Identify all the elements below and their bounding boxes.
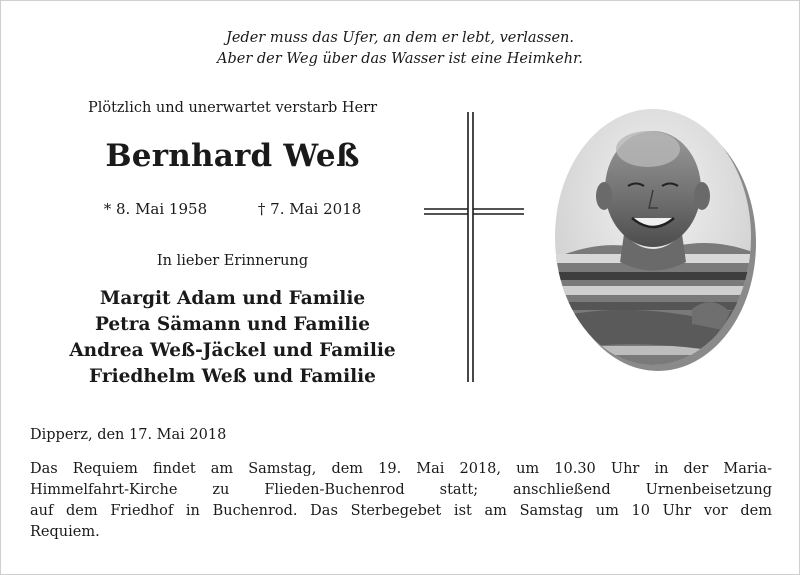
deceased-name: Bernhard Weß [105,138,360,174]
requiem-notice [30,459,772,543]
memorial-quote [180,28,620,70]
life-dates [40,200,425,218]
cross-icon [420,112,530,382]
quote-line-1: Jeder muss das Ufer, an dem er lebt, verlassen. [226,30,574,46]
requiem-line: Das Requiem findet am Samstag, dem 19. Mai 2018, um 10.30 Uhr in der Maria- [30,461,772,477]
mourner-item: Andrea Weß-Jäckel und Familie [69,340,396,361]
requiem-line: Himmelfahrt-Kirche zu Flieden-Buchenrod statt; anschließend Urnenbeisetzung [30,482,772,498]
quote-line-2: Aber der Weg über das Wasser ist eine Heimkehr. [216,51,583,67]
mourners-list [40,286,425,390]
requiem-line: auf dem Friedhof in Buchenrod. Das Sterbegebet ist am Samstag um 10 Uhr vor dem [30,503,772,519]
place-and-date: Dipperz, den 17. Mai 2018 [30,427,227,443]
mourner-item: Petra Sämann und Familie [95,314,370,335]
intro-text: Plötzlich und unerwartet verstarb Herr [87,100,378,116]
mourner-item: Friedhelm Weß und Familie [89,366,376,387]
birth-date: * 8. Mai 1958 [103,200,208,218]
portrait-photo [552,104,758,374]
death-date: † 7. Mai 2018 [257,200,362,218]
mourner-item: Margit Adam und Familie [99,288,366,309]
requiem-line: Requiem. [30,524,100,540]
remembrance-text: In lieber Erinnerung [156,253,309,269]
